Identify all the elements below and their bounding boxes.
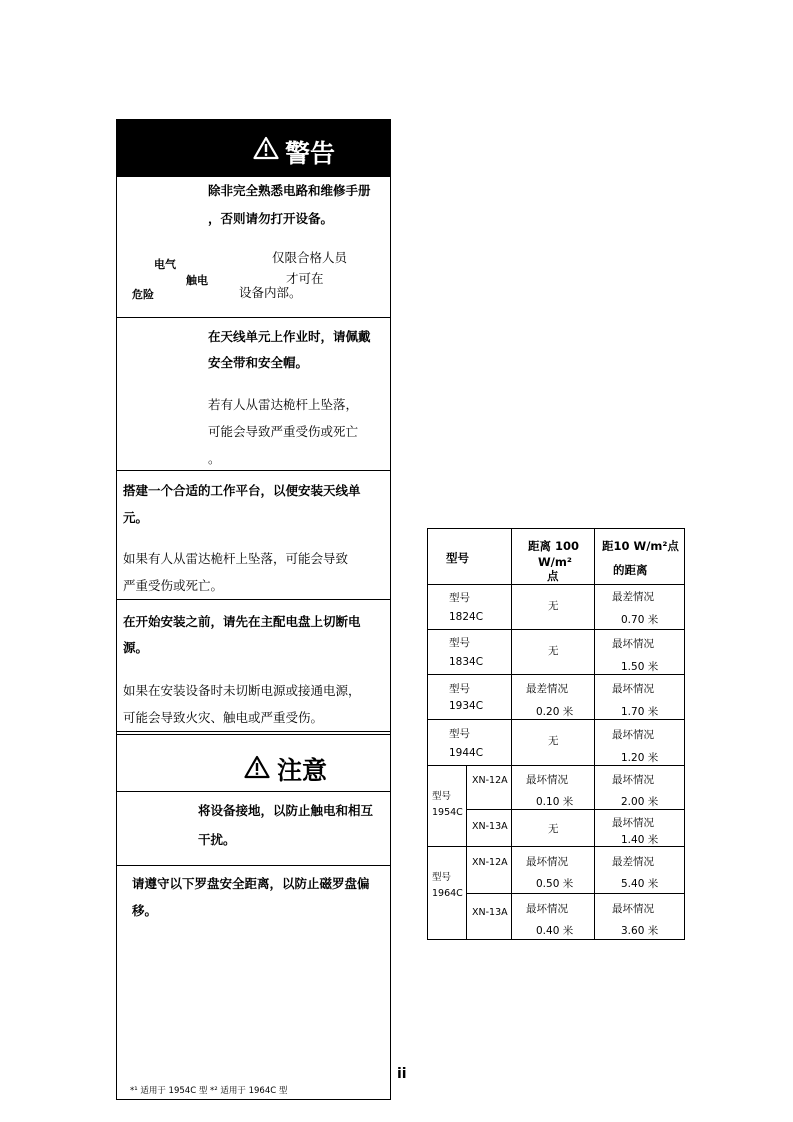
caution-triangle-icon <box>244 755 270 779</box>
section2-line3: 。 <box>208 451 221 466</box>
table-cell <box>594 584 685 630</box>
model-label: 型号 <box>449 592 470 604</box>
table-row <box>427 584 512 630</box>
header-10-line1: 距10 W/m²点 <box>602 539 679 553</box>
distance-100: 无 <box>548 735 559 747</box>
section1-note-line2: 才可在 <box>286 271 324 286</box>
model-label: 型号 <box>449 637 470 649</box>
divider <box>117 470 390 471</box>
antenna-model: XN-12A <box>472 775 508 786</box>
safety-panel <box>116 119 391 1100</box>
distance-10-case: 最坏情况 <box>612 774 654 786</box>
section2-line1: 若有人从雷达桅杆上坠落， <box>208 397 359 412</box>
table-cell <box>511 765 595 810</box>
section1-bold-line1: 除非完全熟悉电路和维修手册 <box>208 183 371 198</box>
distance-100-case: 最坏情况 <box>526 903 568 915</box>
section1-note-line3: 设备内部。 <box>239 285 302 300</box>
table-cell <box>594 674 685 720</box>
table-cell <box>466 809 512 847</box>
distance-10-value: 3.60 米 <box>621 925 659 937</box>
footnote: *¹ 适用于 1954C 型 *² 适用于 1964C 型 <box>130 1086 288 1096</box>
distance-10-case: 最坏情况 <box>612 903 654 915</box>
distance-100-case: 最坏情况 <box>526 774 568 786</box>
table-cell <box>594 809 685 847</box>
caution-title: 注意 <box>277 756 328 785</box>
table-cell <box>594 765 685 810</box>
header-100-line1: 距离 100 <box>528 539 580 553</box>
model-number: 1824C <box>449 611 484 623</box>
distance-100-value: 0.50 米 <box>536 878 574 890</box>
divider <box>117 734 390 735</box>
model-label: 型号 <box>432 872 452 883</box>
distance-100: 无 <box>548 823 559 835</box>
model-number: 1934C <box>449 700 484 712</box>
distance-100-value: 0.10 米 <box>536 796 574 808</box>
section2-bold-line1: 在天线单元上作业时，请佩戴 <box>208 329 371 344</box>
warning-title: 警告 <box>285 139 336 168</box>
warning-header <box>117 120 390 176</box>
section4-line1: 如果在安装设备时未切断电源或接通电源， <box>123 683 361 698</box>
table-cell <box>511 893 595 940</box>
divider <box>117 865 390 866</box>
table-group-model <box>427 846 467 940</box>
section1-bold-line2: ，否则请勿打开设备。 <box>208 211 334 226</box>
section3-line1: 如果有人从雷达桅杆上坠落，可能会导致 <box>123 551 349 566</box>
model-number: 1944C <box>449 747 484 759</box>
model-number: 1834C <box>449 656 484 668</box>
model-label: 型号 <box>449 728 470 740</box>
section5-bold-line1: 将设备接地，以防止触电和相互 <box>198 803 374 818</box>
model-number: 1954C <box>432 807 463 818</box>
table-header-cell <box>427 528 512 585</box>
header-10-line2: 的距离 <box>613 563 648 577</box>
distance-10-case: 最差情况 <box>612 591 654 603</box>
model-label: 型号 <box>432 791 452 802</box>
header-model: 型号 <box>446 551 469 565</box>
table-cell <box>466 765 512 810</box>
section4-bold-line1: 在开始安装之前，请先在主配电盘上切断电 <box>123 614 361 629</box>
section4-bold-line2: 源。 <box>123 640 149 655</box>
distance-100-value: 0.20 米 <box>536 706 574 718</box>
antenna-model: XN-13A <box>472 907 508 918</box>
label-shock: 触电 <box>186 274 208 287</box>
table-cell <box>466 846 512 894</box>
table-cell <box>594 629 685 675</box>
distance-10-case: 最坏情况 <box>612 817 654 829</box>
table-cell <box>594 893 685 940</box>
label-danger: 危险 <box>132 288 154 301</box>
distance-10-case: 最坏情况 <box>612 683 654 695</box>
divider <box>117 731 390 732</box>
table-cell <box>511 719 595 766</box>
distance-10-value: 1.20 米 <box>621 752 659 764</box>
distance-100-case: 最坏情况 <box>526 856 568 868</box>
label-electric: 电气 <box>154 258 176 271</box>
table-cell <box>511 629 595 675</box>
section6-bold-line1: 请遵守以下罗盘安全距离，以防止磁罗盘偏 <box>132 876 370 891</box>
section6-bold-line2: 移。 <box>132 903 158 918</box>
table-cell <box>511 584 595 630</box>
table-cell <box>511 809 595 847</box>
divider <box>117 317 390 318</box>
section5-bold-line2: 干扰。 <box>198 832 236 847</box>
model-label: 型号 <box>449 683 470 695</box>
table-header-cell <box>511 528 595 585</box>
model-number: 1964C <box>432 888 463 899</box>
distance-10-value: 0.70 米 <box>621 614 659 626</box>
distance-10-case: 最坏情况 <box>612 729 654 741</box>
divider <box>117 176 390 177</box>
section1-note-line1: 仅限合格人员 <box>272 250 348 265</box>
section3-bold-line1: 搭建一个合适的工作平台，以便安装天线单 <box>123 483 361 498</box>
table-row <box>427 674 512 720</box>
section2-line2: 可能会导致严重受伤或死亡 <box>208 424 359 439</box>
section4-line2: 可能会导致火灾、触电或严重受伤。 <box>123 710 324 725</box>
section3-line2: 严重受伤或死亡。 <box>123 578 224 593</box>
table-row <box>427 719 512 766</box>
header-100-line3: 点 <box>547 569 559 583</box>
divider <box>117 791 390 792</box>
distance-100: 无 <box>548 645 559 657</box>
page-number: ii <box>397 1066 407 1082</box>
divider <box>117 599 390 600</box>
distance-100-case: 最差情况 <box>526 683 568 695</box>
distance-10-value: 1.70 米 <box>621 706 659 718</box>
table-cell <box>511 846 595 894</box>
table-header-cell <box>594 528 685 585</box>
table-cell <box>511 674 595 720</box>
table-cell <box>466 893 512 940</box>
distance-10-value: 5.40 米 <box>621 878 659 890</box>
distance-10-value: 2.00 米 <box>621 796 659 808</box>
distance-100: 无 <box>548 600 559 612</box>
distance-10-case: 最差情况 <box>612 856 654 868</box>
header-100-line2: W/m² <box>538 555 572 569</box>
distance-10-value: 1.40 米 <box>621 834 659 846</box>
antenna-model: XN-12A <box>472 857 508 868</box>
distance-10-value: 1.50 米 <box>621 661 659 673</box>
table-row <box>427 629 512 675</box>
table-group-model <box>427 765 467 847</box>
distance-100-value: 0.40 米 <box>536 925 574 937</box>
table-cell <box>594 846 685 894</box>
distance-10-case: 最坏情况 <box>612 638 654 650</box>
section2-bold-line2: 安全带和安全帽。 <box>208 355 309 370</box>
section3-bold-line2: 元。 <box>123 510 149 525</box>
warning-triangle-icon <box>253 136 279 160</box>
antenna-model: XN-13A <box>472 821 508 832</box>
table-cell <box>594 719 685 766</box>
